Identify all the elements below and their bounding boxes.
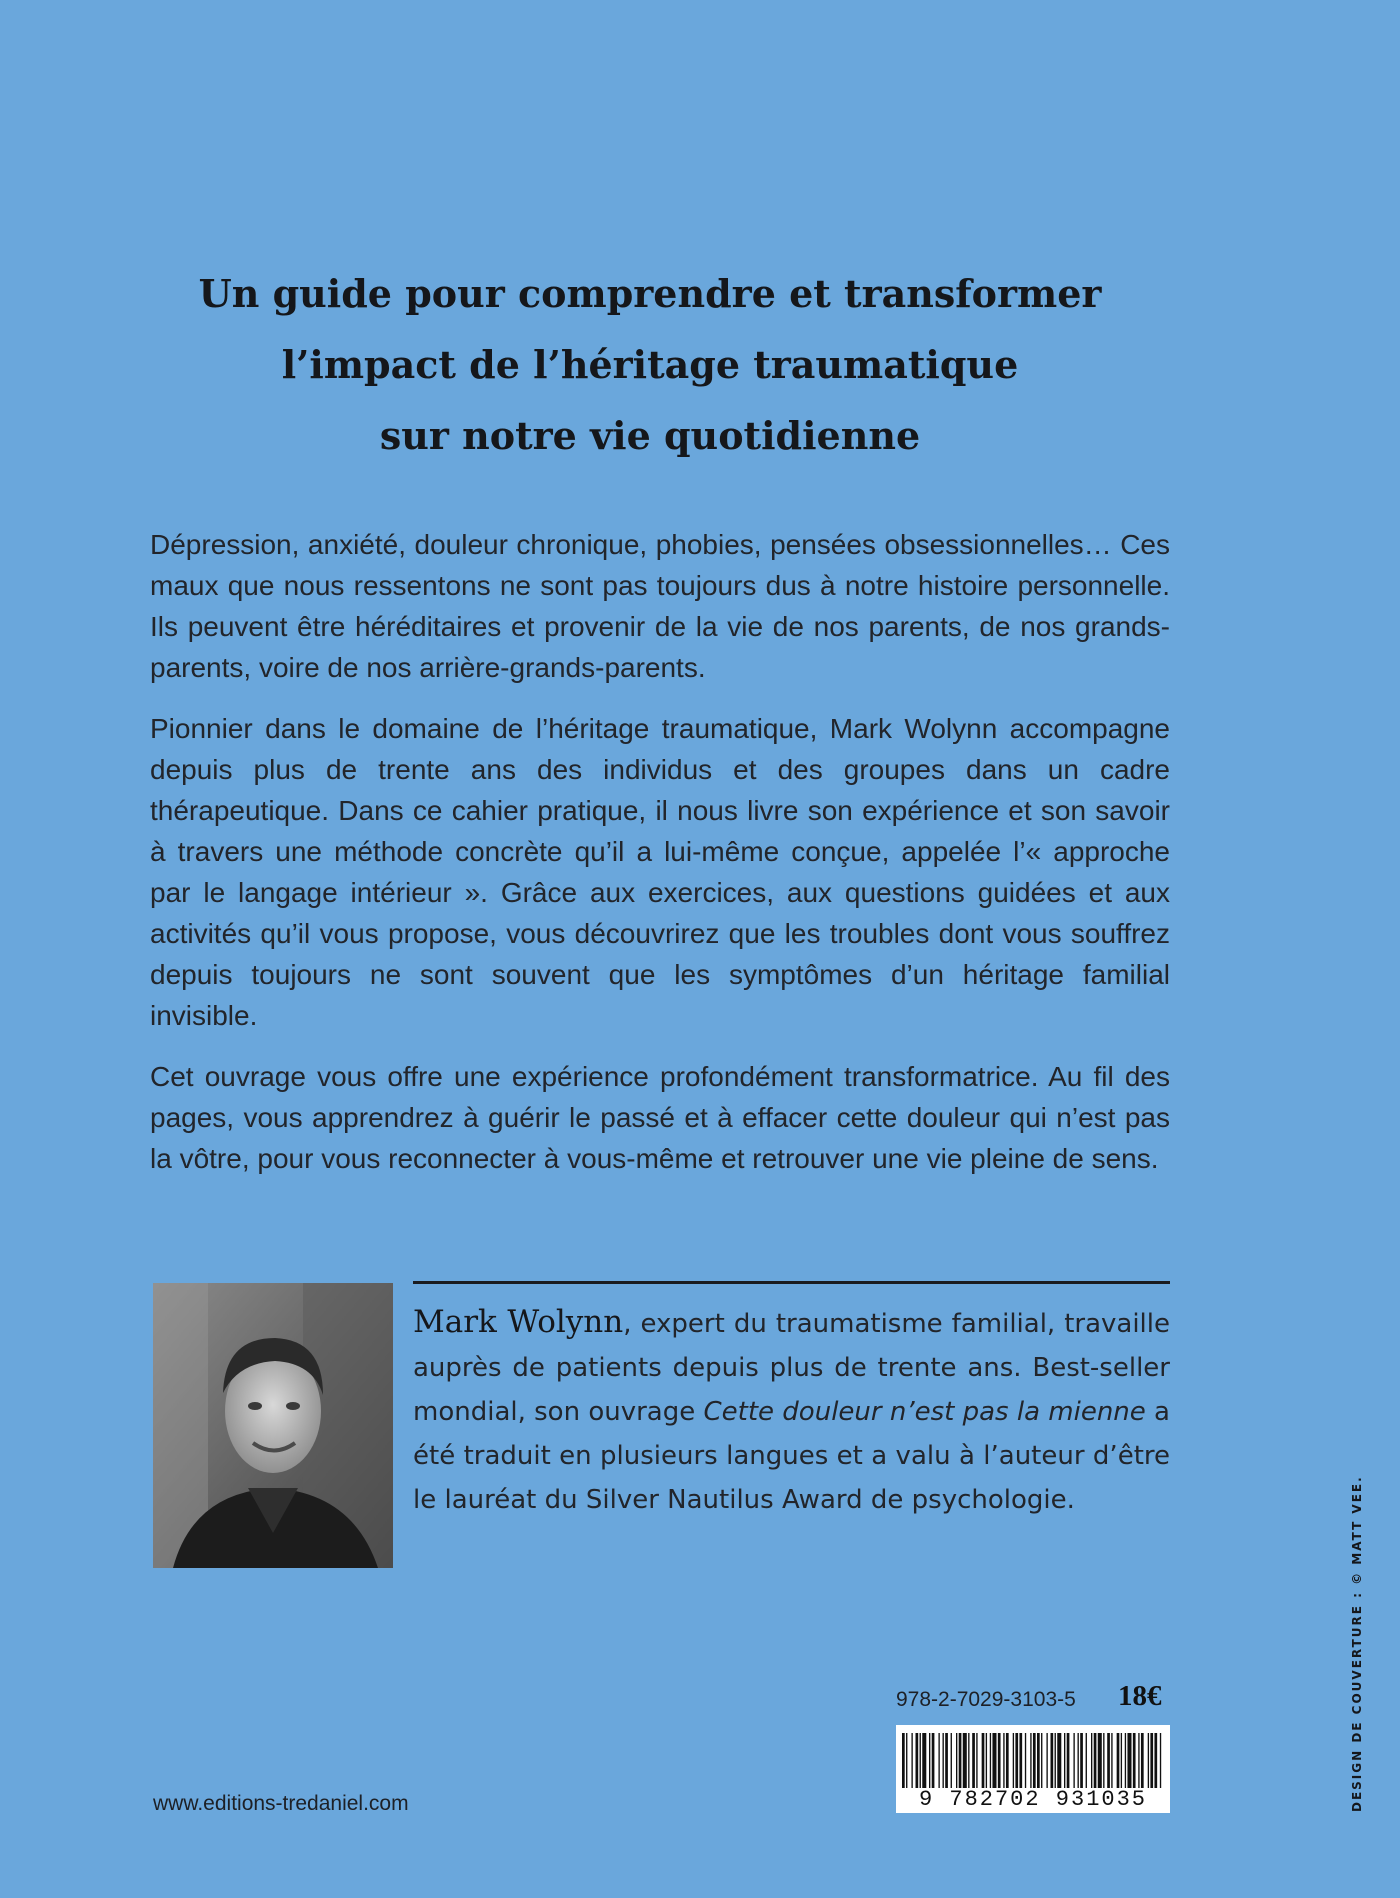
book-title: Cette douleur n’est pas la mienne xyxy=(703,1397,1146,1427)
tagline xyxy=(150,258,1150,471)
website-url: www.editions-tredaniel.com xyxy=(153,1792,409,1815)
barcode-digits: 9 782702 931035 xyxy=(896,1788,1170,1812)
author-bio xyxy=(413,1300,1170,1522)
barcode xyxy=(896,1725,1170,1813)
price: 18€ xyxy=(1118,1680,1162,1712)
blurb-paragraph-1: Dépression, anxiété, douleur chronique, phobies, pensées obsessionnelles… Ces maux que nous ressentons ne sont pas toujours dus à notre histoire personnelle. Ils peuvent être héréditaires et provenir de la vie de nos parents, de nos grands-parents, voire de nos arrière-grands-parents. xyxy=(150,529,1170,683)
author-bio-part-2: a été traduit en plusieurs langues et a valu à l’auteur d’être le lauréat du Silver Nautilus Award de psychologie. xyxy=(413,1397,1170,1515)
tagline-line-1: Un guide pour comprendre et transformer xyxy=(198,271,1102,316)
tagline-line-2: l’impact de l’héritage traumatique xyxy=(281,342,1019,387)
author-photo xyxy=(153,1283,393,1568)
blurb-paragraph-3: Cet ouvrage vous offre une expérience profondément transformatrice. Au fil des pages, vous apprendrez à guérir le passé et à effacer cette douleur qui n’est pas la vôtre, pour vous reconnecter à vous-même et retrouver une vie pleine de sens. xyxy=(150,1061,1170,1174)
author-bio-part-1: , expert du traumatisme familial, travaille auprès de patients depuis plus de trente ans. Best-seller mondial, son ouvrage xyxy=(413,1309,1170,1427)
author-portrait-image xyxy=(153,1283,393,1568)
author-divider xyxy=(413,1281,1170,1284)
author-name: Mark Wolynn xyxy=(413,1304,624,1340)
isbn: 978-2-7029-3103-5 xyxy=(896,1688,1076,1711)
blurb-paragraph-2: Pionnier dans le domaine de l’héritage traumatique, Mark Wolynn accompagne depuis plus de trente ans des individus et des groupes dans un cadre thérapeutique. Dans ce cahier pratique, il nous livre son expérience et son savoir à travers une méthode concrète qu’il a lui-même conçue, appelée l’« approche par le langage intérieur ». Grâce aux exercices, aux questions guidées et aux activités qu’il vous propose, vous découvrirez que les troubles dont vous souffrez depuis toujours ne sont souvent que les symptômes d’un héritage familial invisible. xyxy=(150,713,1170,1031)
cover-design-credit: DESIGN DE COUVERTURE : © MATT VEE. xyxy=(1350,1475,1364,1812)
blurb xyxy=(150,524,1170,1199)
tagline-line-3: sur notre vie quotidienne xyxy=(379,413,921,458)
